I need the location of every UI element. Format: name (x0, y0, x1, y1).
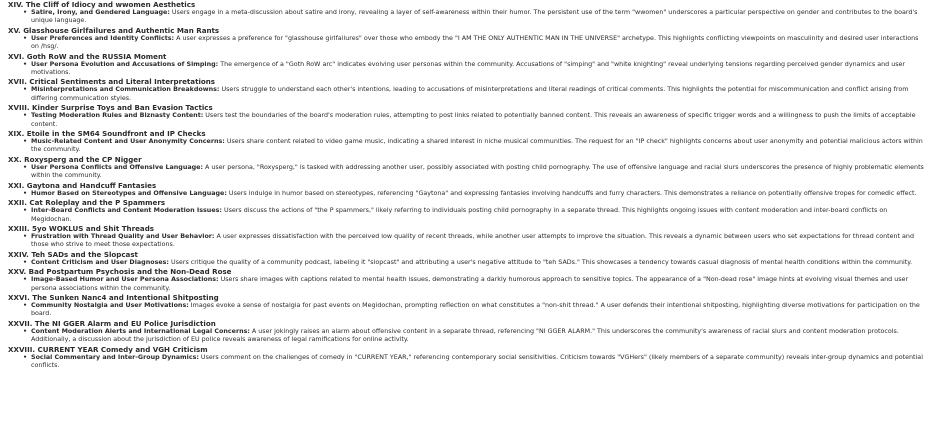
summary-section (0, 52, 939, 78)
bullet-lead: Social Commentary and Inter-Group Dynamics: (31, 353, 199, 361)
section-heading: XVII. Critical Sentiments and Literal Interpretations (8, 77, 216, 87)
bullet-text: A user expresses dissatisfaction with the perceived low quality of recent threads, while another user attempts to improve the situation. This reveals a dynamic between users who set expectations for thread content and those who strive to meet those expectations. (31, 232, 914, 249)
bullet-text: Users critique the quality of a community podcast, labeling it "slopcast" and attributing a user's negative attitude to "teh SADs." This showcases a tendency towards casual diagnosis of mental health conditions within the community. (168, 258, 913, 266)
bullet-dot-icon: • (23, 189, 28, 197)
section-heading: XXIII. 5yo WOKLUS and Shit Threads (8, 223, 155, 233)
bullet-text: A user persona, "Roxysperg," is tasked with addressing another user, possibly associated with posting child pornography. The use of offensive language and racial slurs underscores the presence of highly problematic elements within the community. (31, 163, 924, 180)
section-bullet (22, 138, 927, 155)
bullet-lead: Music-Related Content and User Anonymity Concerns: (31, 138, 225, 146)
bullet-lead: Misinterpretations and Communication Breakdowns: (31, 86, 220, 94)
section-heading: XVIII. Kinder Surprise Toys and Ban Evasion Tactics (8, 103, 213, 113)
bullet-lead: Content Moderation Alerts and International Legal Concerns: (31, 327, 250, 335)
bullet-lead: User Preferences and Identity Conflicts: (31, 34, 175, 42)
bullet-dot-icon: • (23, 112, 28, 120)
section-bullet (22, 86, 927, 103)
bullet-text: Users test the boundaries of the board's moderation rules, attempting to post links related to potentially banned content. This reveals an awareness of specific trigger words and a willingness to push the limits of acceptable content. (31, 112, 916, 128)
section-bullet (22, 259, 927, 267)
section-bullet (22, 9, 927, 26)
bullet-dot-icon: • (23, 9, 28, 16)
bullet-dot-icon: • (23, 327, 28, 335)
bullet-dot-icon: • (23, 353, 28, 361)
section-bullet (22, 112, 927, 129)
summary-section (0, 77, 939, 103)
section-bullet (22, 276, 927, 293)
section-heading: XX. Roxysperg and the CP Nigger (8, 154, 142, 164)
bullet-text: Users discuss the actions of "the P spammers," likely referring to individuals posting child pornography in a separate thread. This highlights ongoing issues with content moderation and inter-board conflicts on Megidochan. (31, 207, 888, 223)
bullet-lead: User Persona Conflicts and Offensive Language: (31, 163, 204, 171)
bullet-dot-icon: • (23, 301, 28, 309)
bullet-lead: Image-Based Humor and User Persona Associations: (31, 276, 219, 284)
bullet-dot-icon: • (23, 138, 28, 146)
section-bullet (22, 190, 927, 198)
summary-section (0, 103, 939, 129)
bullet-dot-icon: • (23, 232, 28, 240)
section-heading: XXVII. The NI GGER Alarm and EU Police Jurisdiction (8, 318, 216, 328)
summary-section (0, 0, 939, 26)
section-heading: XXVI. The Sunken Nanc4 and Intentional Shitposting (8, 292, 219, 302)
bullet-text: Users share images with captions related to mental health issues, demonstrating a darkly humorous approach to sensitive topics. The appearance of a "Non-dead rose" image hints at evolving visual themes and user persona associations within the community. (31, 276, 909, 292)
bullet-lead: Satire, Irony, and Gendered Language: (31, 9, 170, 16)
summary-section (0, 345, 939, 371)
bullet-text: Images evoke a sense of nostalgia for past events on Megidochan, prompting reflection on what constitutes a "non-shit thread." A user defends their intentional shitposting, highlighting diverse motivations for participation on the board. (31, 301, 920, 318)
section-heading: XXV. Bad Postpartum Psychosis and the Non-Dead Rose (8, 267, 232, 277)
section-bullet (22, 164, 927, 181)
bullet-dot-icon: • (23, 34, 28, 42)
bullet-dot-icon: • (23, 207, 28, 215)
summary-section (0, 26, 939, 52)
summary-section (0, 198, 939, 224)
bullet-lead: Frustration with Thread Quality and User Behavior: (31, 232, 215, 240)
section-heading: XXI. Gaytona and Handcuff Fantasies (8, 180, 157, 190)
section-bullet (22, 35, 927, 52)
bullet-lead: Testing Moderation Rules and Biznasty Content: (31, 112, 204, 120)
section-heading: XXII. Cat Roleplay and the P Spammers (8, 198, 166, 208)
bullet-lead: Content Criticism and User Diagnoses: (31, 258, 169, 266)
bullet-lead: Inter-Board Conflicts and Content Moderation Issues: (31, 207, 222, 215)
summary-section (0, 129, 939, 155)
section-bullet (22, 207, 927, 224)
bullet-lead: Community Nostalgia and User Motivations: (31, 301, 189, 309)
summary-section (0, 181, 939, 198)
summary-section (0, 319, 939, 345)
summary-section (0, 293, 939, 319)
bullet-dot-icon: • (23, 258, 28, 266)
summary-section (0, 224, 939, 250)
bullet-text: Users share content related to video game music, indicating a shared interest in niche musical communities. The request for an "IP check" highlights concerns about user anonymity and potential malicious actors within the community. (31, 138, 923, 154)
bullet-text: A user jokingly raises an alarm about offensive content in a separate thread, referencing "NI GGER ALARM." This underscores the community's awareness of racial slurs and content moderation protocols. Additionally, a discussion about the jurisdiction of EU police reveals awareness of legal ramifications for online activity. (31, 327, 899, 344)
section-bullet (22, 354, 927, 371)
section-heading: XVI. Goth RoW and the RUSSIA Moment (8, 51, 167, 61)
bullet-text: Users indulge in humor based on stereotypes, referencing "Gaytona" and expressing fantasies involving handcuffs and furry characters. This demonstrates a reliance on potentially offensive tropes for comedic effect. (226, 189, 917, 197)
bullet-text: Users struggle to understand each other's intentions, leading to accusations of misinterpretations and literal readings of critical comments. This highlights the potential for miscommunication and conflict arising from differing communication styles. (31, 86, 909, 102)
section-bullet (22, 328, 927, 345)
section-bullet (22, 302, 927, 319)
bullet-text: Users engage in a meta-discussion about satire and irony, revealing a layer of self-awareness within their humor. The persistent use of the term "wwomen" underscores a particular perspective on gender and contributes to the board's unique language. (31, 9, 918, 25)
bullet-dot-icon: • (23, 276, 28, 284)
bullet-dot-icon: • (23, 163, 28, 171)
bullet-text: Users comment on the challenges of comedy in "CURRENT YEAR," referencing contemporary social sensitivities. Criticism towards "VGHers" (likely members of a separate community) reveals inter-group dynamics and potential conflicts. (31, 353, 923, 369)
bullet-lead: User Persona Evolution and Accusations of Simping: (31, 60, 219, 68)
bullet-dot-icon: • (23, 60, 28, 68)
summary-section (0, 267, 939, 293)
bullet-text: A user expresses a preference for "glasshouse girlfailures" over those who embody the "I AM THE ONLY AUTHENTIC MAN IN THE UNIVERSE" archetype. This highlights conflicting viewpoints on masculinity and desired user interactions on /hsg/. (31, 34, 919, 51)
section-heading: XXVIII. CURRENT YEAR Comedy and VGH Criticism (8, 344, 208, 354)
section-heading: XV. Glasshouse Girlfailures and Authentic Man Rants (8, 25, 220, 35)
section-bullet (22, 61, 927, 78)
section-heading: XIV. The Cliff of Idiocy and wwomen Aesthetics (8, 0, 196, 9)
bullet-text: The emergence of a "Goth RoW arc" indicates evolving user personas within the community. Accusations of "simping" and "white knighting" reveal underlying tensions regarding perceived gender dynamics and user motivations. (31, 60, 906, 77)
summary-section (0, 155, 939, 181)
section-heading: XXIV. Teh SADs and the Slopcast (8, 249, 138, 259)
section-bullet (22, 233, 927, 250)
bullet-dot-icon: • (23, 86, 28, 94)
summary-section (0, 250, 939, 267)
section-heading: XIX. Etoile in the SM64 Soundfront and IP Checks (8, 129, 206, 139)
bullet-lead: Humor Based on Stereotypes and Offensive Language: (31, 189, 227, 197)
